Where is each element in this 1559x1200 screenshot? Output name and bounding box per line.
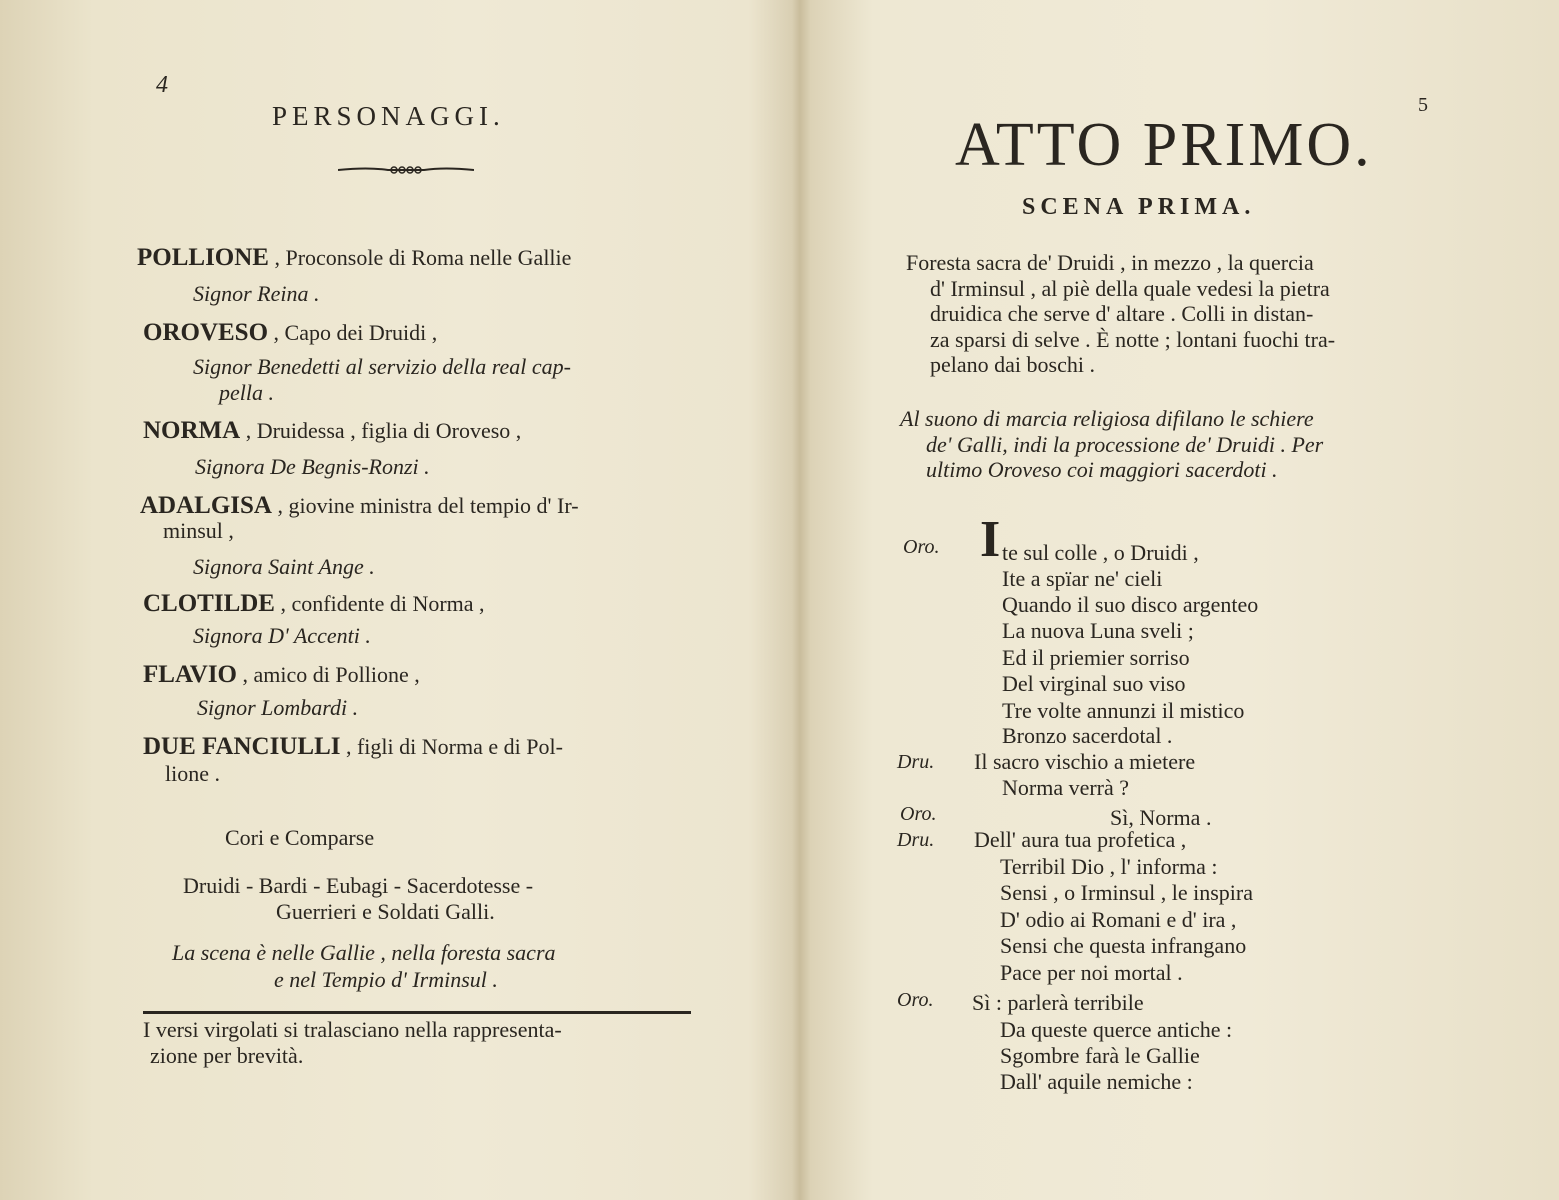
stage-direction-line: ultimo Oroveso coi maggiori sacerdoti . xyxy=(926,457,1278,482)
description-line: druidica che serve d' altare . Colli in distan- xyxy=(930,301,1314,326)
character-name: FLAVIO xyxy=(143,661,238,688)
verse-line: D' odio ai Romani e d' ira , xyxy=(1000,907,1237,932)
verse-line: La nuova Luna sveli ; xyxy=(1002,618,1194,643)
speaker-label: Oro. xyxy=(903,536,940,558)
ornament-divider xyxy=(338,166,474,174)
character-name: ADALGISA xyxy=(140,492,272,519)
singer: Signora D' Accenti . xyxy=(193,623,371,648)
singer: Signor Benedetti al servizio della real cap- xyxy=(193,354,571,379)
verse-line: Ite a spïar ne' cieli xyxy=(1002,566,1163,591)
verse-line: Sensi , o Irminsul , le inspira xyxy=(1000,880,1253,905)
verse-line: Bronzo sacerdotal . xyxy=(1002,723,1173,748)
speaker-label: Dru. xyxy=(897,751,935,773)
character-role-cont: lione . xyxy=(165,761,220,786)
description-line: d' Irminsul , al piè della quale vedesi la pietra xyxy=(930,276,1330,301)
description-line: za sparsi di selve . È notte ; lontani fuochi tra- xyxy=(930,327,1336,352)
act-title: ATTO PRIMO. xyxy=(955,111,1373,179)
stage-direction-line: Al suono di marcia religiosa difilano le schiere xyxy=(900,406,1314,431)
cast-entry xyxy=(143,734,563,760)
verse-line: Del virginal suo viso xyxy=(1002,671,1186,696)
footnote-line: zione per brevità. xyxy=(150,1043,304,1068)
speaker-label: Dru. xyxy=(897,829,935,851)
cast-entry xyxy=(140,493,579,519)
verse-line: Tre volte annunzi il mistico xyxy=(1002,698,1245,723)
character-name: POLLIONE xyxy=(137,244,269,271)
speaker-label: Oro. xyxy=(897,989,934,1011)
footnote-line: I versi virgolati si tralasciano nella rappresenta- xyxy=(143,1017,562,1042)
description-line: Foresta sacra de' Druidi , in mezzo , la quercia xyxy=(906,250,1314,275)
character-role: , amico di Pollione , xyxy=(242,662,420,687)
character-name: NORMA xyxy=(143,417,241,444)
character-role-cont: minsul , xyxy=(163,518,234,543)
stage-direction-line: de' Galli, indi la processione de' Druidi . Per xyxy=(926,432,1324,457)
verse-line: Dall' aquile nemiche : xyxy=(1000,1069,1193,1094)
verse-line: Il sacro vischio a mietere xyxy=(974,749,1196,774)
description-line: pelano dai boschi . xyxy=(930,352,1095,377)
character-name: OROVESO xyxy=(143,319,269,346)
page-number: 5 xyxy=(1418,94,1428,116)
character-name: DUE FANCIULLI xyxy=(143,733,341,760)
scene-title: SCENA PRIMA. xyxy=(1022,194,1256,220)
verse-line: Terribil Dio , l' informa : xyxy=(1000,854,1218,879)
character-role: , Capo dei Druidi , xyxy=(273,320,438,345)
drop-cap: I xyxy=(980,511,1001,568)
character-role: , Proconsole di Roma nelle Gallie xyxy=(274,245,572,270)
speaker-label: Oro. xyxy=(900,803,937,825)
character-role: , Druidessa , figlia di Oroveso , xyxy=(245,418,522,443)
right-page xyxy=(800,0,1559,1200)
verse-line: Sì : parlerà terribile xyxy=(972,990,1144,1015)
verse-line: Sgombre farà le Gallie xyxy=(1000,1043,1200,1068)
cast-entry xyxy=(137,245,571,271)
cast-entry xyxy=(143,662,420,688)
verse-line: Da queste querce antiche : xyxy=(1000,1017,1233,1042)
chorus-line: Guerrieri e Soldati Galli. xyxy=(276,899,495,924)
singer: Signor Lombardi . xyxy=(197,695,359,720)
page-number: 4 xyxy=(156,72,168,98)
setting-line: La scena è nelle Gallie , nella foresta sacra xyxy=(172,940,556,965)
cast-entry xyxy=(143,591,485,617)
verse-line: Norma verrà ? xyxy=(1002,775,1130,800)
page-title: PERSONAGGI. xyxy=(272,101,505,131)
chorus-title: Cori e Comparse xyxy=(225,825,375,850)
character-name: CLOTILDE xyxy=(143,590,275,617)
chorus-line: Druidi - Bardi - Eubagi - Sacerdotesse - xyxy=(183,873,534,898)
singer: pella . xyxy=(219,380,274,405)
cast-entry xyxy=(143,320,437,346)
verse-line: Dell' aura tua profetica , xyxy=(974,827,1187,852)
verse-line: Quando il suo disco argenteo xyxy=(1002,592,1259,617)
verse-line: Ed il priemier sorriso xyxy=(1002,645,1190,670)
verse-line: Sensi che questa infrangano xyxy=(1000,933,1247,958)
character-role: , confidente di Norma , xyxy=(280,591,485,616)
singer: Signora De Begnis-Ronzi . xyxy=(195,454,430,479)
character-role: , giovine ministra del tempio d' Ir- xyxy=(277,493,579,518)
setting-line: e nel Tempio d' Irminsul . xyxy=(274,967,498,992)
singer: Signora Saint Ange . xyxy=(193,554,375,579)
footnote-rule xyxy=(143,1011,691,1014)
verse-line: Pace per noi mortal . xyxy=(1000,960,1183,985)
verse-line: Sì, Norma . xyxy=(1110,805,1212,830)
singer: Signor Reina . xyxy=(193,281,320,306)
character-role: , figli di Norma e di Pol- xyxy=(345,734,563,759)
cast-entry xyxy=(143,418,521,444)
verse-line: te sul colle , o Druidi , xyxy=(1002,540,1199,565)
